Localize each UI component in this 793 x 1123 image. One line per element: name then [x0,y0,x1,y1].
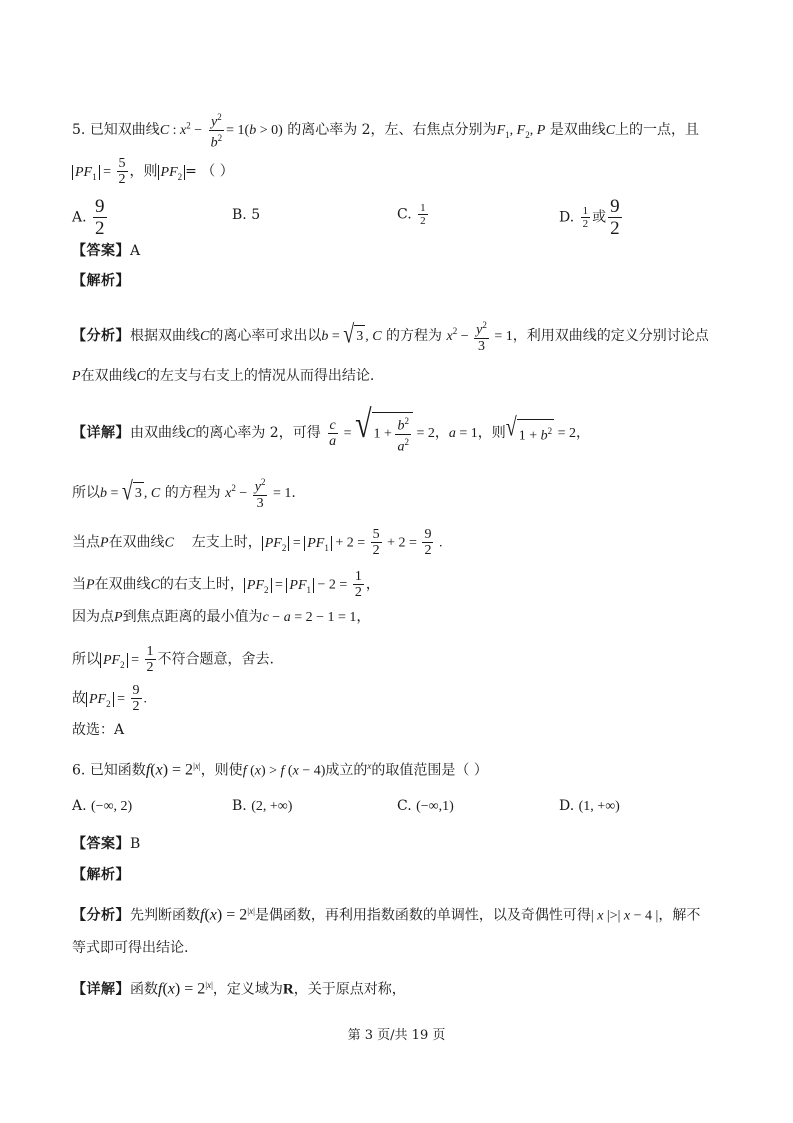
q5-step2: 当点P在双曲线C 左支上时， $PF_2 = PF_1 + 2$ = $\frac{5}{2}$ + 2 = $\frac{9}{2}$ . [72,527,443,558]
frac-5-2: $\frac{5}{2}$ [118,156,126,187]
q5-step5: 所以 $PF_2$ = $\frac{1}{2}$ 不符合题意，舍去. [72,644,274,675]
q5-option-d[interactable]: D. $\frac{1}{2}$ 或 $\frac{9}{2}$ [559,196,620,239]
q6-option-a[interactable]: A. (−∞, 2) [72,798,133,814]
q5-stem-line1: 5. 已知双曲线C : $x^2$ − $\frac{y^2}{b^2}$ = 1(b > 0) 的离心率为 2，左、右焦点分别为$F_1$, $F_2$, P 是双曲线C上的一点，且 [72,112,700,151]
q5-fenxi-line2: P在双曲线C的左支与右支上的情况从而得出结论. [72,368,375,384]
abs-pf2: $PF_2$ [158,165,186,180]
q5-stem-line2: $PF_1$ = $\frac{5}{2}$ ，则 $PF_2$ = （ ） [72,156,234,187]
q5-analysis-heading: 【解析】 [72,273,130,289]
q5-fenxi-line1: 【分析】根据双曲线C的离心率可求出以b = √ 3 , C 的方程为 $x^2$ − $\frac{y^2}{3}$ = 1，利用双曲线的定义分别讨论点 [72,320,709,354]
abs-pf1: $PF_1$ [72,165,100,180]
page-footer: 第 3 页/共 19 页 [347,1028,446,1043]
q5-step1: 所以b = √ 3 , C 的方程为 $x^2$ − $\frac{y^2}{3}$ = 1. [72,477,296,511]
q5-xiangjie-line1: 【详解】由双曲线C的离心率为 2，可得 $\frac{c}{a}$ = √ 1 + $\frac{b^2}{a^2}$ = 2，a = 1，则 √ $1 + b^2$ = 2， [72,403,591,455]
q5-step4: 因为点P到焦点距离的最小值为c − a = 2 − 1 = 1， [72,609,371,625]
sqrt-1-plus-b2-a2: √ 1 + $\frac{b^2}{a^2}$ [355,412,413,454]
q6-option-c[interactable]: C. (−∞,1) [397,798,454,814]
q6-option-b[interactable]: B. (2, +∞) [232,798,293,814]
q5-step3: 当P在双曲线C的右支上时， $PF_2 = PF_1 - 2$ = $\frac{1}{2}$ ， [72,569,380,600]
q5-conclusion: 故选：A [72,722,125,738]
q6-answer: 【答案】B [72,836,141,852]
q5-step6: 故 $PF_2$ = $\frac{9}{2}$ . [72,683,148,714]
q6-stem: 6. 已知函数$f(x) = 2^{|x|}$，则使f (x) > f (x − 4)成立的$^x$的取值范围是（ ） [72,761,488,779]
q5-option-b[interactable]: B. 5 [232,207,261,223]
q5-fraction-y2-b2: $\frac{y^2}{b^2}$ [210,112,223,151]
q5-answer: 【答案】A [72,243,141,259]
q6-fenxi-line2: 等式即可得出结论. [72,940,189,956]
q6-fenxi-line1: 【分析】先判断函数$f(x) = 2^{|x|}$是偶函数，再利用指数函数的单调性，以及奇偶性可得| x |>| x − 4 |，解不 [72,906,701,924]
q6-xiangjie-line1: 【详解】函数$f(x) = 2^{|x|}$，定义域为R，关于原点对称， [72,980,406,998]
q5-option-c[interactable]: C. $\frac{1}{2}$ [397,202,426,227]
q5-option-a[interactable]: A. $\frac{9}{2}$ [72,196,105,239]
q6-analysis-heading: 【解析】 [72,867,130,883]
q6-option-d[interactable]: D. (1, +∞) [559,798,620,814]
sqrt-3: √ 3 [343,320,364,349]
